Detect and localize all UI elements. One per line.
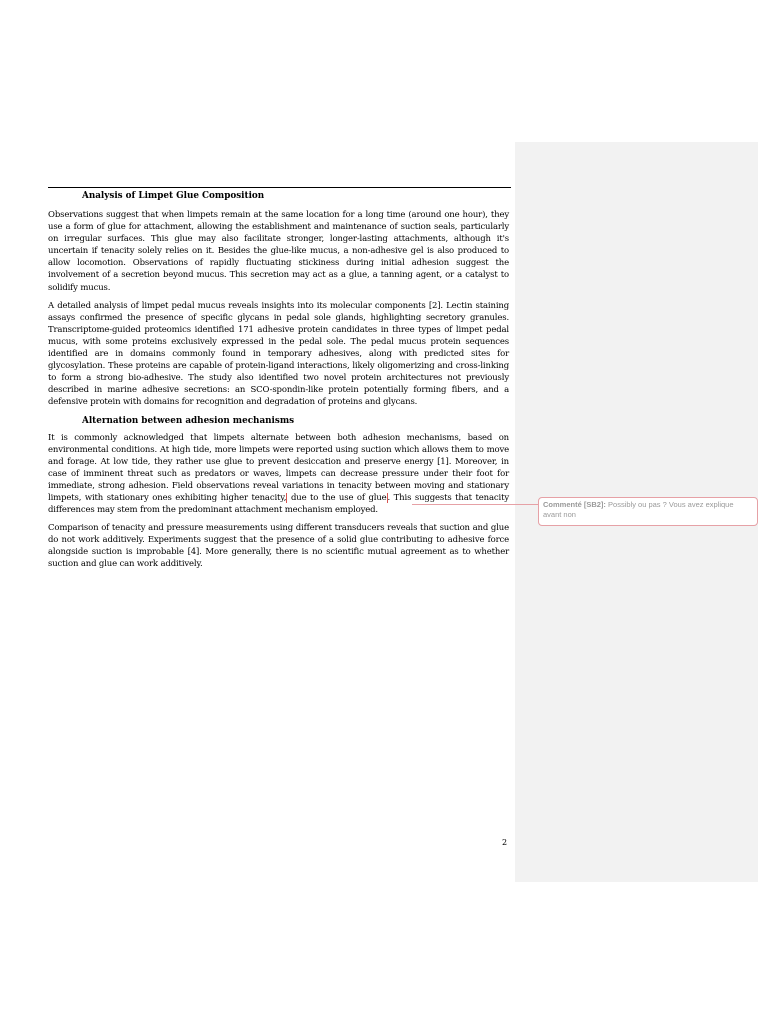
comment-anchor[interactable]: due to the use of glue — [287, 492, 387, 503]
paragraph: Observations suggest that when limpets remain at the same location for a long time (around one hour), they use a form of glue for attachment, allowing the establishment and maintenance of suction seals, particularly on irregular surfaces. This glue may also facilitate stronger, longer-lasting attachments, although it's uncertain if tenacity solely relies on it. Besides the glue-like mucus, a non-adhesive gel is also produced to allow locomotion. Observations of rapidly fluctuating stickiness during initial adhesion suggest the involvement of a secretion beyond mucus. This secretion may act as a glue, a tanning agent, or a catalyst to solidify mucus. — [48, 210, 509, 293]
comment-connector-line — [412, 504, 540, 505]
comment-balloon[interactable] — [538, 497, 758, 526]
document-body[interactable] — [48, 190, 509, 577]
page-number: 2 — [502, 838, 508, 847]
section-heading-adhesion-mechanisms: Alternation between adhesion mechanisms — [82, 415, 295, 426]
page-header-rule — [48, 187, 511, 188]
paragraph: A detailed analysis of limpet pedal mucus reveals insights into its molecular components [2]. Lectin staining assays confirmed the presence of specific glycans in pedal sole glands, highlighting secretory granules. Transcriptome-guided proteomics identified 171 adhesive protein candidates in three types of limpet pedal mucus, with some proteins exclusively expressed in the pedal sole. The pedal mucus protein sequences identified are in domains commonly found in temporary adhesives, along with predicted sites for glycosylation. These proteins are capable of protein-ligand interactions, likely oligomerizing and cross-linking to form a strong bio-adhesive. The study also identified two novel protein architectures not previously described in marine adhesive secretions: an SCO-spondin-like protein potentially forming fibers, and a defensive protein with domains for recognition and degradation of proteins and glycans. — [48, 300, 509, 408]
paragraph-text: It is commonly acknowledged that limpets alternate between both adhesion mechanisms, based on environmental conditions. At high tide, more limpets were reported using suction which allows them to move and forage. At low tide, they rather use glue to prevent desiccation and preserve energy [1]. Moreover, in case of imminent threat such as predators or waves, limpets can decrease pressure under their foot for immediate, strong adhesion. Field observations reveal variations in tenacity between moving and stationary limpets, with stationary ones exhibiting higher tenacity, — [48, 432, 509, 503]
section-heading-glue-composition: Analysis of Limpet Glue Composition — [82, 191, 265, 201]
comment-text: Possibly ou pas ? Vous avez explique avant non — [543, 500, 734, 519]
comment-author-label: Commenté [SB2]: — [543, 500, 606, 509]
paragraph-text: . This suggests that tenacity differences may stem from the predominant attachment mechanism employed. — [48, 492, 509, 516]
paragraph: Comparison of tenacity and pressure measurements using different transducers reveals that suction and glue do not work additively. Experiments suggest that the presence of a solid glue contributing to adhesive force alongside suction is improbable [4]. More generally, there is no scientific mutual agreement as to whether suction and glue can work additively. — [48, 523, 509, 570]
